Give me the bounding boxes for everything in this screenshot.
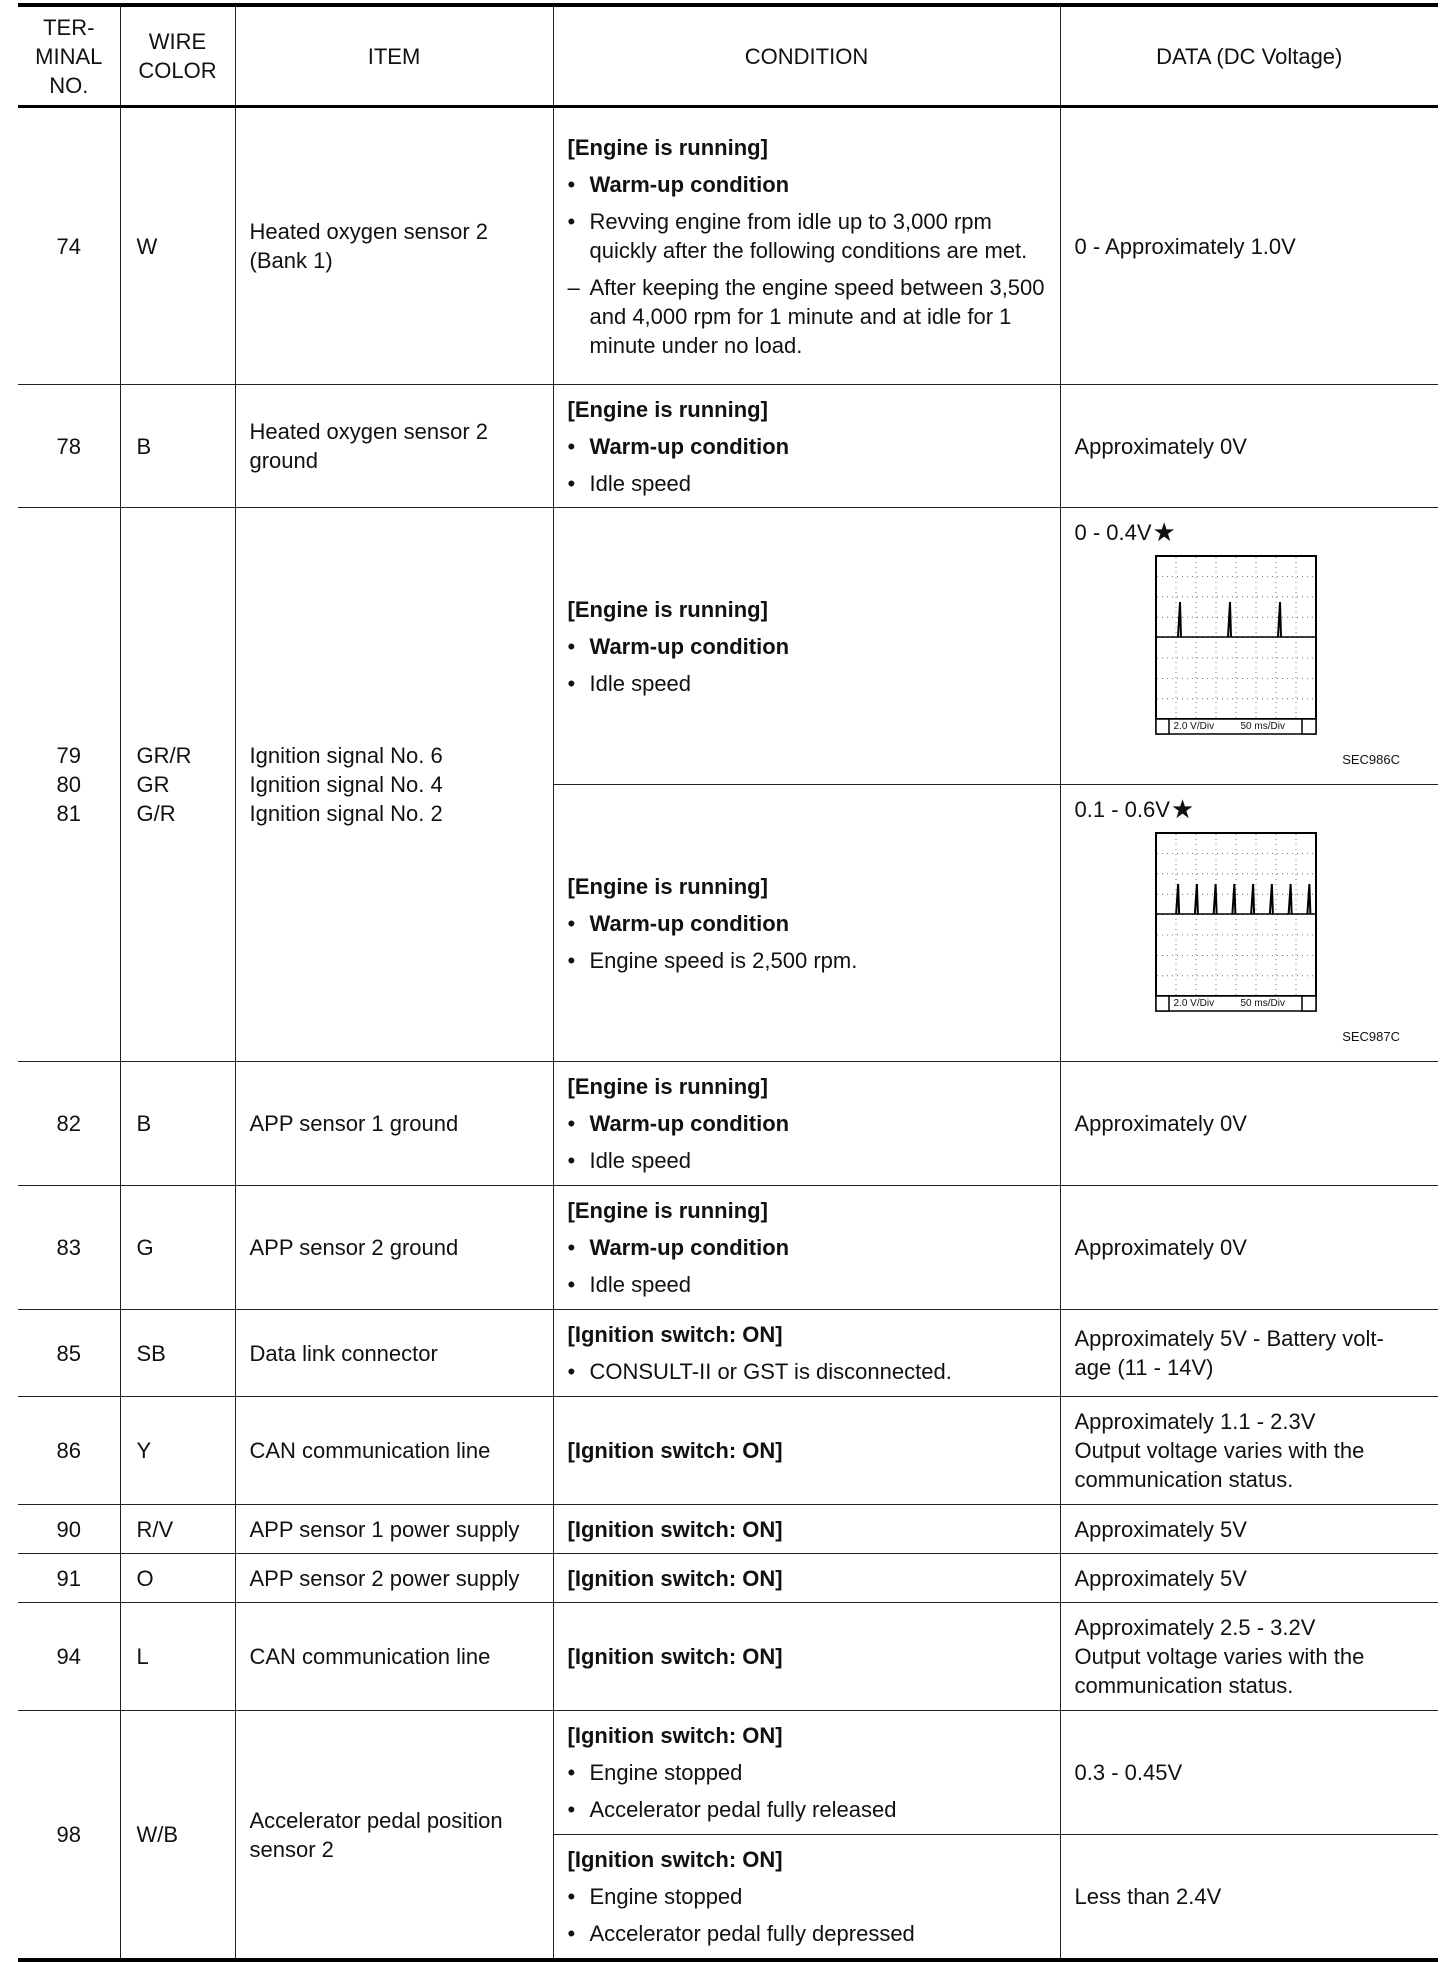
bullet-icon: • — [567, 1272, 576, 1297]
condition-text: Engine stopped — [589, 1760, 743, 1785]
bullet-icon: • — [567, 1359, 576, 1384]
condition-text: Engine stopped — [589, 1884, 743, 1909]
voltage-range — [1075, 795, 1425, 824]
table-row — [18, 1603, 1438, 1711]
condition-line — [568, 170, 1046, 199]
data-value: Approximately 0V — [1060, 1062, 1438, 1186]
terminal-number: 98 — [18, 1711, 120, 1961]
item-name: APP sensor 2 power supply — [235, 1554, 553, 1603]
bullet-icon: • — [567, 1797, 576, 1822]
table-row — [18, 508, 1438, 785]
wire-color: L — [120, 1603, 235, 1711]
condition-cell — [553, 1062, 1060, 1186]
condition-title: [Engine is running] — [567, 1198, 768, 1223]
condition-title: [Engine is running] — [567, 396, 768, 422]
bullet-icon: • — [567, 947, 576, 973]
condition-line — [568, 1758, 1046, 1787]
item-name: Accelerator pedal position sensor 2 — [235, 1711, 553, 1961]
wire-color: SB — [120, 1310, 235, 1397]
header-row — [18, 5, 1438, 107]
condition-title: [Ignition switch: ON] — [567, 1644, 783, 1669]
bullet-icon: • — [567, 1148, 576, 1173]
condition-line — [568, 1882, 1046, 1911]
voltage-value: 0 - 0.4V — [1074, 520, 1152, 545]
wire-color: W — [120, 107, 235, 385]
bullet-icon: • — [567, 1235, 576, 1260]
table-row — [18, 1505, 1438, 1554]
condition-line — [568, 432, 1046, 461]
condition-text: Revving engine from idle up to 3,000 rpm quickly after the following conditions are met. — [589, 208, 1028, 263]
data-value: Approximately 5V - Battery volt- age (11 - 14V) — [1060, 1310, 1438, 1397]
terminal-data-table — [18, 3, 1438, 1962]
data-value: 0.3 - 0.45V — [1060, 1711, 1438, 1835]
terminal-number: 85 — [18, 1310, 120, 1397]
condition-line — [568, 909, 1046, 938]
wire-color: B — [120, 385, 235, 508]
data-value: Less than 2.4V — [1060, 1835, 1438, 1961]
condition-title: [Ignition switch: ON] — [567, 1565, 783, 1591]
wire-color: O — [120, 1554, 235, 1603]
page — [18, 3, 1438, 1962]
condition-title: [Engine is running] — [567, 134, 768, 160]
time-div-label: 50 ms/Div — [1240, 998, 1285, 1009]
data-value: Approximately 5V — [1060, 1505, 1438, 1554]
condition-text: Accelerator pedal fully released — [589, 1797, 897, 1822]
terminal-number: 82 — [18, 1062, 120, 1186]
condition-text: Engine speed is 2,500 rpm. — [589, 947, 858, 973]
item-name: Ignition signal No. 6 Ignition signal No. 4 Ignition signal No. 2 — [235, 508, 553, 1062]
time-div-label: 50 ms/Div — [1240, 721, 1285, 732]
condition-text: Idle speed — [589, 670, 692, 696]
wire-color: R/V — [120, 1505, 235, 1554]
header-wire-color: WIRE COLOR — [120, 5, 235, 107]
condition-text: Warm-up condition — [589, 1235, 790, 1260]
condition-title: [Engine is running] — [567, 873, 768, 899]
condition-line — [568, 1919, 1046, 1948]
condition-text: After keeping the engine speed between 3,500 and 4,000 rpm for 1 minute and at idle for 1 minute under no load. — [589, 274, 1045, 358]
condition-title: [Ignition switch: ON] — [567, 1438, 783, 1463]
scope-wrapper — [1155, 555, 1317, 735]
data-value: Approximately 1.1 - 2.3V Output voltage varies with the communication status. — [1060, 1397, 1438, 1505]
item-name: Data link connector — [235, 1310, 553, 1397]
data-value: Approximately 2.5 - 3.2V Output voltage varies with the communication status. — [1060, 1603, 1438, 1711]
condition-line — [568, 632, 1046, 661]
data-value: 0 - Approximately 1.0V — [1060, 107, 1438, 385]
condition-text: Idle speed — [589, 1148, 692, 1173]
condition-cell — [553, 1835, 1060, 1961]
header-terminal: TER- MINAL NO. — [18, 5, 120, 107]
terminal-number: 83 — [18, 1186, 120, 1310]
item-name: APP sensor 1 ground — [235, 1062, 553, 1186]
bullet-icon: • — [567, 470, 576, 496]
scope-mode-icon — [1156, 719, 1169, 734]
condition-text: Warm-up condition — [589, 171, 790, 197]
table-row — [18, 1397, 1438, 1505]
bullet-icon: • — [567, 1760, 576, 1785]
terminal-number: 91 — [18, 1554, 120, 1603]
header-data: DATA (DC Voltage) — [1060, 5, 1438, 107]
condition-line — [568, 669, 1046, 698]
header-item: ITEM — [235, 5, 553, 107]
condition-title: [Ignition switch: ON] — [567, 1847, 783, 1872]
item-name: CAN communication line — [235, 1603, 553, 1711]
volt-div-label: 2.0 V/Div — [1173, 998, 1215, 1009]
item-name: Heated oxygen sensor 2 (Bank 1) — [235, 107, 553, 385]
bullet-icon: • — [567, 633, 576, 659]
header-condition: CONDITION — [553, 5, 1060, 107]
terminal-number: 86 — [18, 1397, 120, 1505]
condition-title: [Engine is running] — [567, 596, 768, 622]
condition-cell — [553, 1397, 1060, 1505]
condition-line — [568, 1270, 1046, 1299]
bullet-icon: • — [567, 171, 576, 197]
condition-cell — [553, 1310, 1060, 1397]
wire-color: GR/R GR G/R — [120, 508, 235, 1062]
condition-title: [Ignition switch: ON] — [567, 1723, 783, 1748]
condition-line — [568, 469, 1046, 498]
wire-color: W/B — [120, 1711, 235, 1961]
table-body — [18, 107, 1438, 1961]
condition-title: [Ignition switch: ON] — [567, 1516, 783, 1542]
table-row — [18, 1062, 1438, 1186]
condition-cell — [553, 1505, 1060, 1554]
condition-text: Warm-up condition — [589, 433, 790, 459]
data-value: Approximately 0V — [1060, 1186, 1438, 1310]
figure-code: SEC986C — [1342, 752, 1400, 767]
oscilloscope-waveform — [1155, 555, 1317, 735]
terminal-number: 90 — [18, 1505, 120, 1554]
terminal-number: 78 — [18, 385, 120, 508]
bullet-icon: • — [567, 433, 576, 459]
scope-mode-icon — [1156, 996, 1169, 1011]
item-name: APP sensor 2 ground — [235, 1186, 553, 1310]
condition-line — [568, 1357, 1046, 1386]
terminal-number: 74 — [18, 107, 120, 385]
figure-code: SEC987C — [1342, 1029, 1400, 1044]
condition-text: Warm-up condition — [589, 1111, 790, 1136]
condition-line — [568, 273, 1046, 360]
wire-color: G — [120, 1186, 235, 1310]
condition-cell — [553, 1186, 1060, 1310]
condition-line — [568, 1109, 1046, 1138]
oscilloscope-waveform — [1155, 832, 1317, 1012]
scope-end-box — [1302, 719, 1316, 734]
table-row — [18, 1711, 1438, 1835]
scope-wrapper — [1155, 832, 1317, 1012]
table-row — [18, 1186, 1438, 1310]
table-row — [18, 385, 1438, 508]
item-name: APP sensor 1 power supply — [235, 1505, 553, 1554]
condition-text: Accelerator pedal fully depressed — [589, 1921, 915, 1946]
condition-text: Warm-up condition — [589, 633, 790, 659]
condition-text: Idle speed — [589, 1272, 692, 1297]
star-icon: ★ — [1152, 517, 1176, 547]
bullet-icon: • — [567, 1111, 576, 1136]
item-name: Heated oxygen sensor 2 ground — [235, 385, 553, 508]
condition-text: Idle speed — [589, 470, 692, 496]
condition-cell — [553, 107, 1060, 385]
condition-line — [568, 946, 1046, 975]
condition-cell — [553, 508, 1060, 785]
bullet-icon: • — [567, 208, 576, 234]
volt-div-label: 2.0 V/Div — [1173, 721, 1215, 732]
condition-text: CONSULT-II or GST is disconnected. — [589, 1359, 952, 1384]
condition-cell — [553, 1603, 1060, 1711]
condition-line — [568, 1233, 1046, 1262]
condition-cell — [553, 385, 1060, 508]
data-cell — [1060, 508, 1438, 785]
star-icon: ★ — [1170, 794, 1195, 824]
wire-color: B — [120, 1062, 235, 1186]
data-cell — [1060, 785, 1438, 1062]
condition-line — [568, 207, 1046, 265]
bullet-icon: • — [567, 910, 576, 936]
bullet-icon: • — [567, 670, 576, 696]
voltage-range — [1075, 518, 1425, 547]
condition-cell — [553, 1711, 1060, 1835]
data-value: Approximately 0V — [1060, 385, 1438, 508]
condition-line — [568, 1146, 1046, 1175]
dash-icon: – — [567, 274, 580, 300]
bullet-icon: • — [567, 1884, 576, 1909]
voltage-value: 0.1 - 0.6V — [1074, 797, 1170, 822]
terminal-number: 94 — [18, 1603, 120, 1711]
condition-cell — [553, 785, 1060, 1062]
table-row — [18, 1554, 1438, 1603]
condition-line — [568, 1795, 1046, 1824]
scope-end-box — [1302, 996, 1316, 1011]
condition-cell — [553, 1554, 1060, 1603]
wire-color: Y — [120, 1397, 235, 1505]
condition-title: [Engine is running] — [567, 1074, 768, 1099]
table-row — [18, 1310, 1438, 1397]
condition-text: Warm-up condition — [589, 910, 790, 936]
item-name: CAN communication line — [235, 1397, 553, 1505]
terminal-number: 79 80 81 — [18, 508, 120, 1062]
data-value: Approximately 5V — [1060, 1554, 1438, 1603]
table-row — [18, 107, 1438, 385]
condition-title: [Ignition switch: ON] — [567, 1322, 783, 1347]
bullet-icon: • — [567, 1921, 576, 1946]
